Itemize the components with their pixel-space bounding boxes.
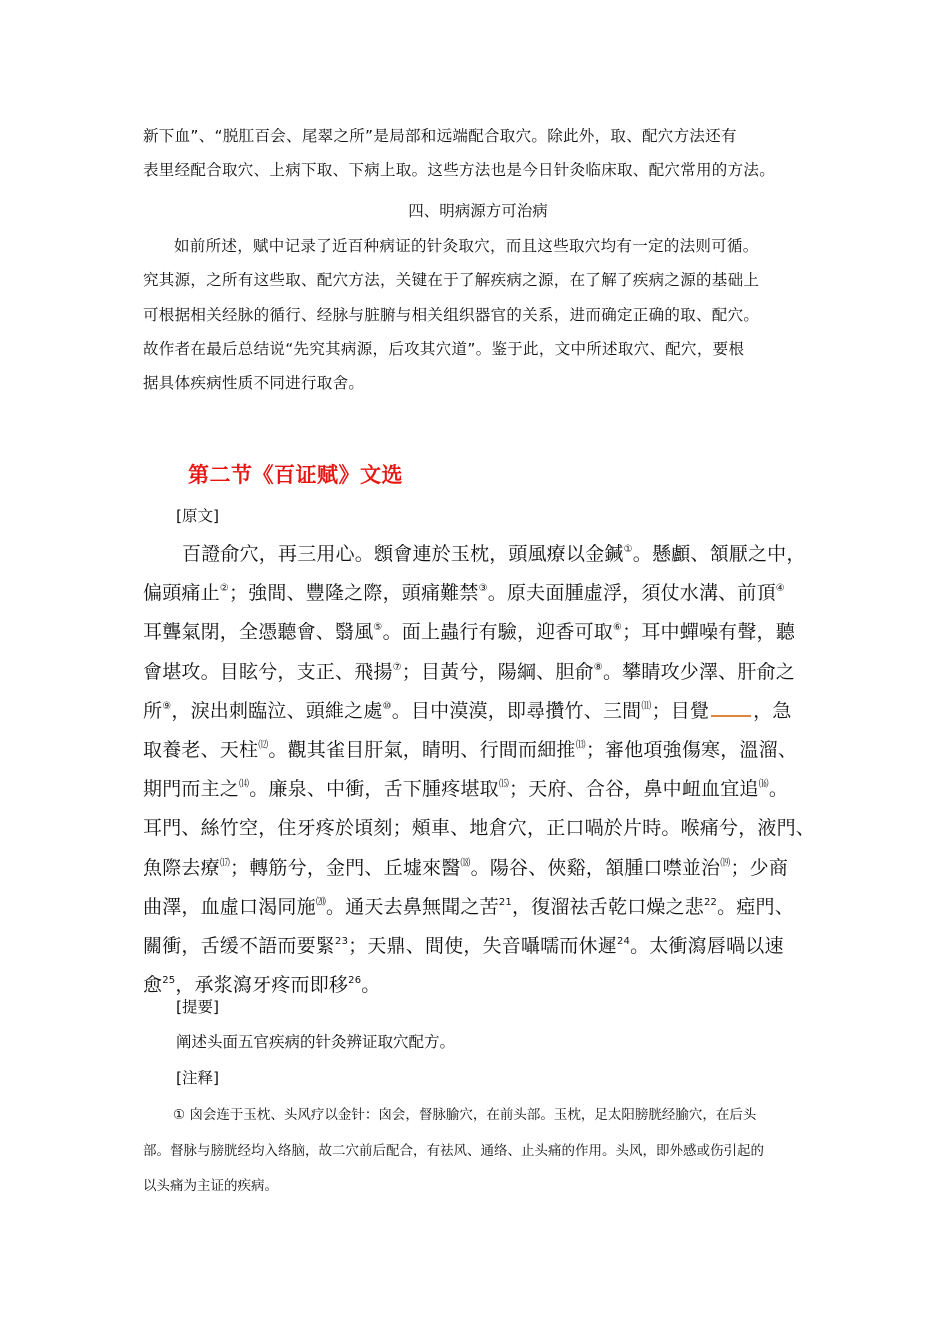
footnote-1	[143, 1098, 813, 1205]
classic-text-segment: 。面上蟲行有驗，迎香可取	[382, 621, 613, 644]
note-line: 以头痛为主证的疾病。	[143, 1178, 278, 1194]
classic-text-segment: ，急	[753, 699, 792, 722]
classic-text-segment: ；少商	[730, 856, 789, 879]
footnote-marker: 24	[616, 936, 631, 948]
footnote-marker: ⑧	[593, 661, 603, 673]
footnote-marker: ⑿	[258, 740, 269, 752]
text-line: 新下血”、“脱肛百会、尾翠之所”是局部和远端配合取穴。除此外，取、配穴方法还有	[143, 127, 737, 145]
classic-text-segment: 偏頭痛止	[143, 582, 220, 605]
classic-text-segment: ；天府、合谷，鼻中衄血宜追	[509, 778, 759, 801]
footnote-marker: ⑤	[373, 622, 383, 634]
text-line: 故作者在最后总结说“先究其病源，后攻其穴道”。鉴于此，文中所述取穴、配穴，要根	[143, 339, 745, 358]
classic-text-segment: ；轉筋兮，金門、丘墟來醫	[230, 856, 461, 879]
classic-text-segment: 關衝，舌缓不語而要緊	[143, 935, 336, 958]
classic-text-segment: 。通天去鼻無聞之苦	[326, 895, 499, 918]
classic-text-segment: 會堪攻。目眩兮，支正、飛揚	[143, 660, 393, 683]
classic-text-segment: 曲澤，血虛口渴同施	[143, 895, 316, 918]
classic-text-segment: 愈	[143, 974, 163, 997]
classic-line	[143, 613, 823, 652]
original-text-label: [原文]	[176, 507, 220, 525]
classic-line	[143, 692, 823, 731]
classic-text-segment: 。目中漠漠，即尋攢竹、三間	[391, 699, 642, 722]
footnote-marker: ⒂	[498, 779, 510, 791]
intro-paragraph	[143, 119, 813, 188]
footnote-marker: ③	[478, 583, 488, 595]
classic-text-segment: 所	[143, 699, 163, 722]
note-line: 部。督脉与膀胱经均入络脑，故二穴前后配合，有祛风、通络、止头痛的作用。头风，即外感或伤引起的	[143, 1142, 764, 1159]
classic-text-segment: ，淚出刺臨泣、頭維之處	[171, 699, 383, 722]
notes-label: [注释]	[176, 1069, 220, 1087]
classic-text-segment: 百證俞穴，再三用心。顖會連於玉枕，頭風療以金鍼	[182, 543, 624, 565]
classic-text-segment: 期門而主之	[143, 778, 240, 801]
subsection-heading: 四、明病源方可治病	[408, 202, 548, 220]
footnote-marker: ⒁	[239, 779, 250, 791]
summary-label: [提要]	[176, 998, 220, 1016]
classic-text-segment: 。	[768, 778, 789, 801]
blank-underline	[711, 701, 751, 717]
classic-text-segment: ；目黃兮，陽綱、胆俞	[401, 660, 594, 683]
classic-text-segment: 。原夫面腫虛浮，須仗水溝、前頂	[487, 582, 776, 605]
classic-text-segment: 耳聾氣閉，全憑聽會、翳風	[143, 621, 374, 644]
classic-text-segment: ，承浆瀉牙疼而即移	[175, 974, 349, 997]
footnote-marker: ④	[775, 583, 785, 595]
classic-text-segment: 。懸顱、頷厭之中，	[632, 543, 806, 565]
classic-text-segment: 。觀其雀目肝氣，睛明、行間而細推	[268, 739, 576, 762]
footnote-marker: 26	[348, 975, 362, 987]
summary-text: 阐述头面五官疾病的针灸辨证取穴配方。	[176, 1033, 456, 1051]
footnote-marker: 25	[162, 975, 176, 987]
text-line: 可根据相关经脉的循行、经脉与脏腑与相关组织器官的关系，进而确定正确的取、配穴。	[143, 305, 760, 324]
classic-text-segment: 。	[361, 974, 381, 997]
classic-text-segment: ；目覺	[651, 699, 710, 722]
classic-text-segment: 。陽谷、俠谿，頷腫口噤並治	[470, 856, 721, 879]
source-paragraph	[143, 229, 813, 400]
section-title: 第二节《百证赋》文选	[188, 463, 403, 487]
classic-text-segment: ；天鼎、間使，失音囁嚅而休遲	[348, 935, 617, 958]
classical-text	[143, 535, 823, 1005]
classic-text-segment: ；耳中蟬噪有聲，聽	[622, 621, 795, 644]
footnote-marker: ①	[623, 544, 633, 555]
footnote-marker: ⑨	[162, 700, 172, 712]
footnote-marker: ⑥	[612, 622, 623, 634]
footnote-marker: ②	[219, 583, 229, 595]
text-line: 如前所述，赋中记录了近百种病证的针灸取穴，而且这些取穴均有一定的法则可循。	[174, 237, 759, 255]
classic-text-segment: 取養老、天柱	[143, 739, 259, 762]
classic-line	[143, 574, 823, 613]
footnote-marker: ⒆	[720, 857, 731, 869]
classic-line	[143, 849, 823, 888]
classic-text-segment: 。攀睛攻少澤、肝俞之	[602, 660, 795, 683]
footnote-marker: ⑩	[382, 700, 392, 712]
footnote-marker: ⑦	[392, 661, 402, 673]
text-line: 究其源，之所有这些取、配穴方法，关键在于了解疾病之源，在了解了疾病之源的基础上	[143, 271, 760, 290]
classic-text-segment: 。廉泉、中衝，舌下腫疼堪取	[249, 778, 499, 801]
classic-text-segment: ，復溜祛舌乾口燥之悲	[511, 895, 704, 918]
footnote-marker: ⒄	[219, 857, 231, 869]
classic-text-segment: ；強間、豐隆之際，頭痛難禁	[228, 582, 479, 605]
footnote-marker: ⒅	[460, 857, 471, 869]
footnote-marker: 23	[335, 936, 349, 948]
classic-line	[143, 888, 823, 927]
classic-line	[143, 731, 823, 770]
footnote-marker: ⒇	[315, 896, 327, 908]
classic-text-segment: 。瘂門、	[717, 895, 794, 918]
classic-line	[143, 770, 823, 809]
classic-line	[143, 535, 823, 574]
footnote-marker: ⑾	[641, 700, 652, 712]
footnote-marker: ⒃	[758, 779, 769, 791]
classic-text-segment: ；審他項強傷寒，溫溜、	[585, 739, 798, 762]
text-line: 据具体疾病性质不同进行取舍。	[143, 374, 365, 393]
footnote-marker: ⒀	[575, 740, 586, 752]
footnote-marker: 21	[498, 896, 512, 908]
classic-text-segment: 魚際去療	[143, 856, 220, 879]
classic-line: 耳門、絲竹空，住牙疼於頃刻；頰車、地倉穴，正口喎於片時。喉痛兮，液門、	[143, 817, 816, 840]
text-line: 表里经配合取穴、上病下取、下病上取。这些方法也是今日针灸临床取、配穴常用的方法。	[143, 161, 776, 180]
classic-text-segment: 。太衝瀉唇喎以速	[630, 935, 784, 958]
note-line: ① 囟会连于玉枕、头风疗以金针：囟会，督脉腧穴，在前头部。玉枕，足太阳膀胱经腧穴，在后头	[173, 1107, 757, 1123]
classic-line	[143, 927, 823, 966]
classic-line	[143, 653, 823, 692]
classic-line	[143, 966, 823, 1005]
footnote-marker: 22	[703, 896, 718, 908]
